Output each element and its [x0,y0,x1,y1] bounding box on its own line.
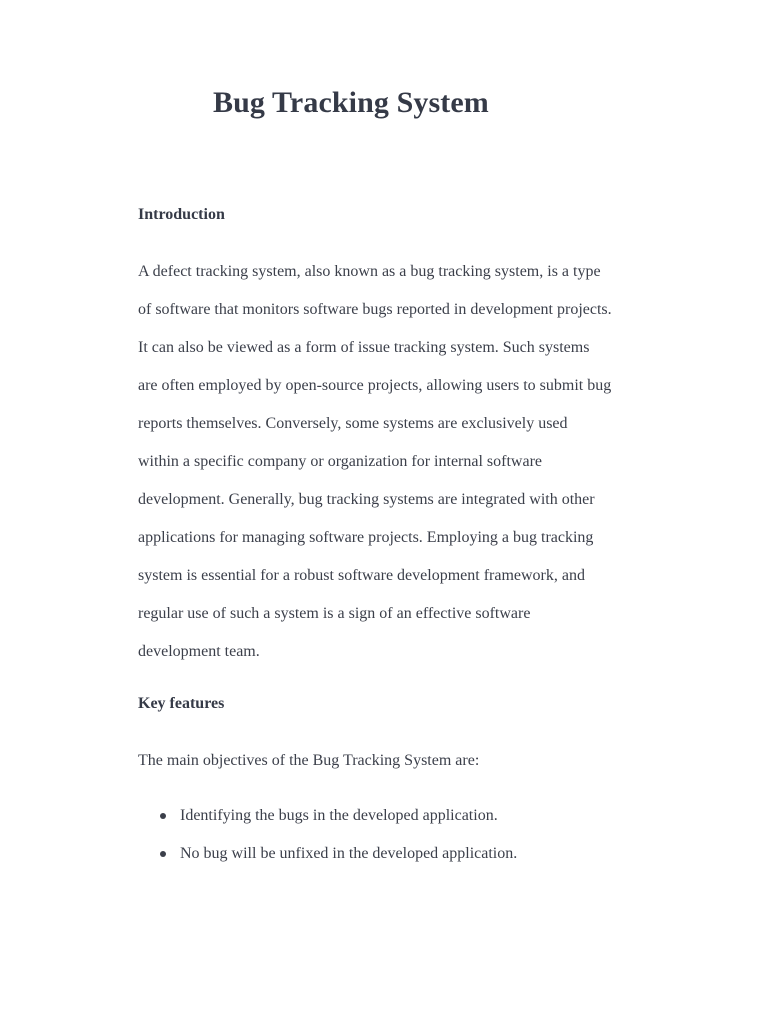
paragraph-line: A defect tracking system, also known as a bug tracking system, is a type [138,263,601,280]
list-item [160,806,517,844]
paragraph-line: are often employed by open-source projects, allowing users to submit bug [138,377,612,394]
list-item-text: No bug will be unfixed in the developed application. [180,845,518,862]
paragraph-line: development team. [138,643,260,660]
paragraph-line: It can also be viewed as a form of issue tracking system. Such systems [138,339,590,356]
introduction-paragraph [138,262,638,680]
document-title: Bug Tracking System [213,86,489,119]
objectives-intro: The main objectives of the Bug Tracking System are: [138,752,480,769]
bullet-icon [160,813,166,819]
list-item [160,844,517,882]
paragraph-line: reports themselves. Conversely, some systems are exclusively used [138,415,568,432]
paragraph-line: system is essential for a robust software development framework, and [138,567,585,584]
introduction-heading: Introduction [138,206,225,223]
list-item-text: Identifying the bugs in the developed application. [180,807,498,824]
paragraph-line: applications for managing software projects. Employing a bug tracking [138,529,594,546]
paragraph-line: development. Generally, bug tracking systems are integrated with other [138,491,595,508]
key-features-heading: Key features [138,695,225,712]
bullet-icon [160,851,166,857]
objectives-list [160,806,517,882]
paragraph-line: of software that monitors software bugs reported in development projects. [138,301,612,318]
paragraph-line: regular use of such a system is a sign of an effective software [138,605,531,622]
paragraph-line: within a specific company or organization for internal software [138,453,543,470]
